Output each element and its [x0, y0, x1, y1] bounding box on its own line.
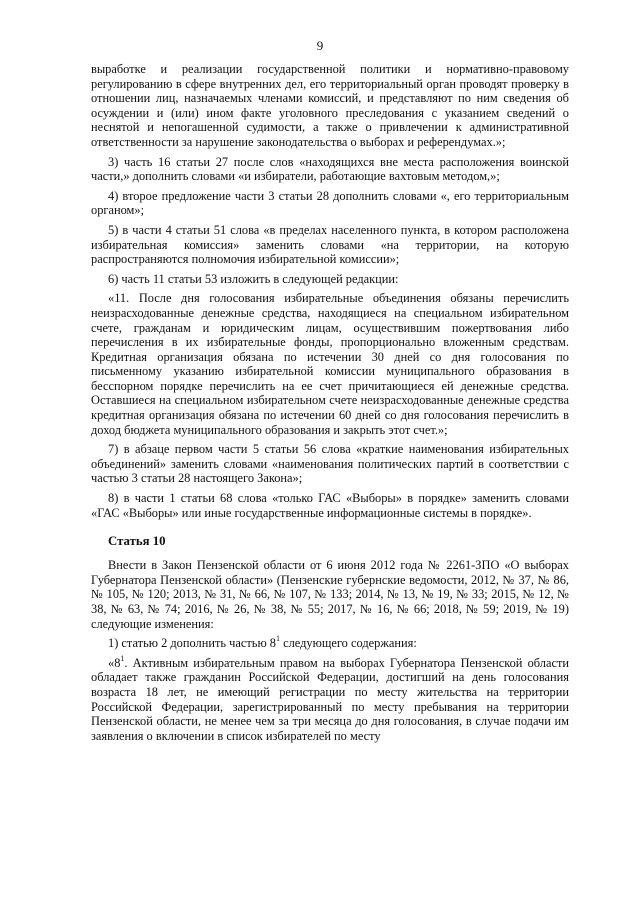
paragraph-item-8: 8) в части 1 статьи 68 слова «только ГАС «Выборы» в порядке» заменить словами «ГАС «Выборы» или иные государственные информационные системы в порядке».: [91, 491, 569, 520]
paragraph-item-3: 3) часть 16 статьи 27 после слов «находящихся вне места расположения воинской части,» дополнить словами «и избиратели, работающие вахтовым методом,»;: [91, 154, 569, 184]
paragraph-item-4: 4) второе предложение части 3 статьи 28 дополнить словами «, его территориальным органом»;: [91, 188, 569, 218]
item1-text-after: следующего содержания:: [280, 636, 417, 651]
paragraph-article-intro: Внести в Закон Пензенской области от 6 июня 2012 года № 2261-ЗПО «О выборах Губернатора Пензенской области» (Пензенские губернские ведомости, 2012, № 37, № 86, № 105, № 120; 2013, № 31, № 66, № 107, № 133; 2014, № 13, № 19, № 33; 2015, № 12, № 38, № 63, № 74; 2016, № 26, № 38, № 55; 2017, № 16, № 66; 2018, № 59; 2019, № 19) следующие изменения:: [91, 558, 569, 631]
paragraph-quote-11: «11. После дня голосования избирательные объединения обязаны перечислить неизрасходованные денежные средства, находящиеся на специальном избирательном счете, гражданам и юридическим лицам, осуществившим пожертвования либо перечисления в их избирательные фонды, пропорционально вложенным средствам. Кредитная организация обязана по истечении 30 дней со дня голосования по письменному указанию избирательной комиссии муниципального образования в бесспорном порядке перечислить на ее счет причитающиеся ей денежные средства. Оставшиеся на специальном избирательном счете неизрасходованные денежные средства кредитная организация обязана по истечении 60 дней со дня голосования перечислить в доход бюджета муниципального образования и закрыть этот счет.»;: [91, 291, 569, 437]
document-body: [91, 62, 569, 748]
quote-text: . Активным избирательным правом на выборах Губернатора Пензенской области обладает также гражданин Российской Федерации, достигший на день голосования возраста 18 лет, не имеющий регистрации по месту жительства на территории Российской Федерации, зарегистрированный по месту пребывания на территории Пензенской области, не менее чем за три месяца до дня голосования, в случае подачи им заявления о включении в список избирателей по месту: [91, 655, 569, 743]
paragraph-item-1: [91, 636, 569, 651]
page-number: 9: [316, 38, 324, 53]
item1-superscript: 1: [276, 634, 280, 644]
quote-superscript: 1: [120, 653, 125, 663]
item1-text-before: 1) статью 2 дополнить частью 8: [108, 636, 276, 651]
paragraph-item-6: 6) часть 11 статьи 53 изложить в следующей редакции:: [108, 271, 399, 286]
quote-prefix: «8: [108, 655, 121, 670]
article-heading: Статья 10: [108, 534, 166, 549]
paragraph-item-7: 7) в абзаце первом части 5 статьи 56 слова «краткие наименования избирательных объединений» заменить словами «наименования политических партий в соответствии с частью 3 статьи 28 настоящего Закона»;: [91, 442, 569, 486]
paragraph-quote-8-1: [91, 653, 569, 744]
paragraph-continuation: выработке и реализации государственной политики и нормативно-правовому регулированию в сфере внутренних дел, его территориальный орган проводят проверку в отношении лиц, назначаемых членами комиссий, и представляют по ним сведения об осуждении и (или) ином факте уголовного преследования с указанием сведений о неснятой и непогашенной судимости, а также о привлечении к административной ответственности за нарушение законодательства о выборах и референдумах.»;: [91, 62, 569, 149]
paragraph-item-5: 5) в части 4 статьи 51 слова «в пределах населенного пункта, в котором расположена избирательная комиссия» заменить словами «на территории, на которую распространяются полномочия избирательной комиссии»;: [91, 222, 569, 267]
